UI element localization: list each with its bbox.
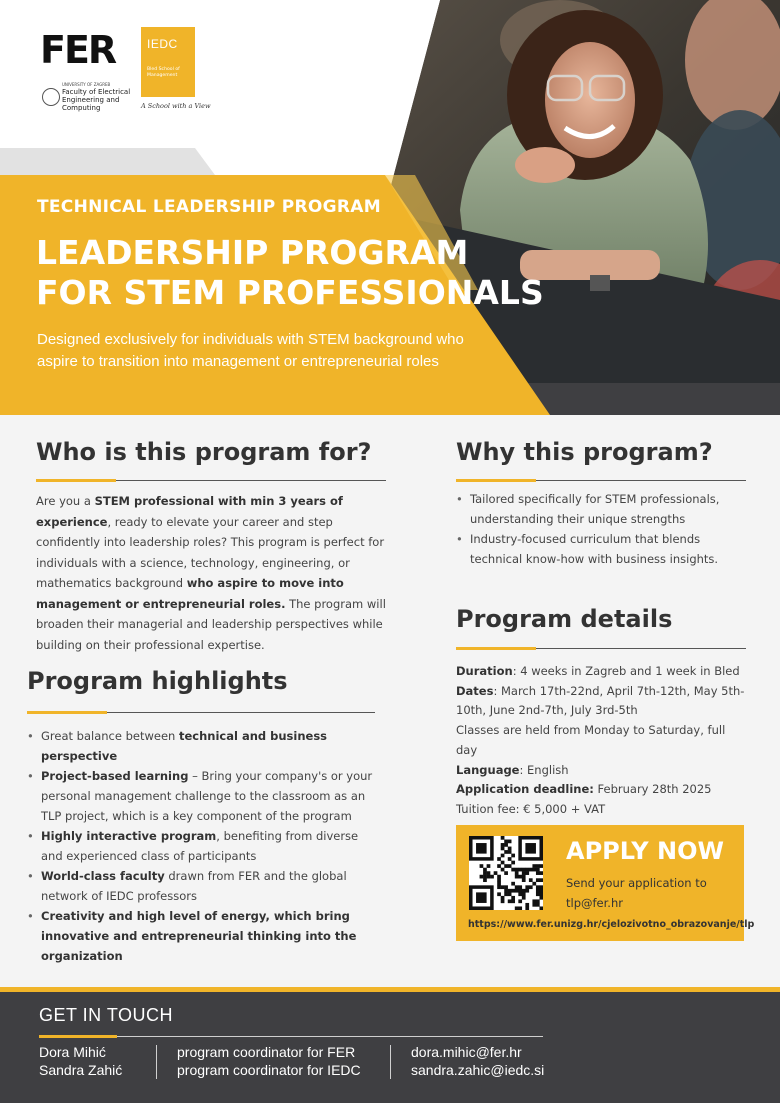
faculty-name: Faculty of Electrical Engineering and Computing [62,88,131,112]
contact-email-link[interactable]: dora.mihic@fer.hr [411,1044,522,1060]
left-column [36,437,386,655]
apply-url-link[interactable]: https://www.fer.unizg.hr/cjelozivotno_obrazovanje/tlp [468,919,755,930]
highlight-item [27,866,375,906]
highlight-bold: Creativity and high level of energy, which bring innovative and entrepreneurial thinking into the organization [41,909,357,963]
why-item: • Tailored specifically for STEM professionals, understanding their unique strengths [456,489,746,529]
highlight-item [27,906,375,966]
why-list [456,489,746,569]
details-fee: Tuition fee: € 5,000 + VAT [456,801,606,816]
details-divider [456,647,746,650]
why-divider [456,479,746,482]
highlight-rest: – Bring your company's or your personal management challenge to the classroom as an TLP project, which is a key component of the program [41,769,373,823]
who-title: Who is this program for? [36,438,372,466]
deadline-value: February 28th 2025 [593,782,712,797]
highlight-rest: , benefiting from diverse and experienced class of participants [41,829,359,863]
contact-role: program coordinator for IEDC [177,1062,361,1078]
apply-text: Send your application to tlp@fer.hr [566,876,707,910]
dates-label: Dates [456,683,494,698]
highlight-item [27,826,375,866]
qr-code-icon[interactable] [469,836,543,910]
deadline-label: Application deadline: [456,782,594,797]
fer-logo-mark: FER [40,28,116,72]
language-value: : English [519,762,569,777]
page-title-line-1: LEADERSHIP PROGRAM [36,233,469,272]
hero-section [0,0,780,415]
details-language [456,761,746,781]
why-title: Why this program? [456,438,713,466]
who-divider [36,479,386,482]
highlight-bold: Project-based learning [41,769,189,783]
who-text-3: The program will broaden their managerial and leadership perspectives while building on their professional expertise. [36,596,386,652]
contact-names [39,1043,122,1079]
apply-title: APPLY NOW [566,837,725,865]
contact-emails [411,1043,544,1079]
contact-name: Dora Mihić [39,1044,106,1060]
hero-intro: Designed exclusively for individuals with STEM background who aspire to transition into management or entrepreneurial roles [37,331,464,370]
university-name: UNIVERSITY OF ZAGREB [62,82,111,87]
footer-separator [390,1045,391,1079]
who-text-1: Are you a [36,494,95,508]
duration-value: : 4 weeks in Zagreb and 1 week in Bled [512,664,740,678]
highlight-bold: technical and business perspective [41,729,328,763]
dates-value: : March 17th-22nd, April 7th-12th, May 5th-10th, June 2nd-7th, July 3rd-5th [456,683,745,718]
details-dates [456,682,746,721]
details-classes: Classes are held from Monday to Saturday, full day [456,723,726,757]
right-column [456,437,746,820]
details-deadline [456,780,746,800]
who-bold-2: who aspire to move into management or entrepreneurial roles. [36,576,344,611]
footer [0,987,780,1103]
highlight-bold: World-class faculty [41,869,165,883]
program-kicker: TECHNICAL LEADERSHIP PROGRAM [37,197,381,217]
contact-role: program coordinator for FER [177,1044,356,1060]
highlight-item [27,766,375,826]
who-paragraph [36,491,386,655]
highlight-lead: Great balance between [41,729,179,743]
highlights-list [27,726,375,966]
highlight-bold: Highly interactive program [41,829,217,843]
contact-name: Sandra Zahić [39,1062,123,1078]
highlights-title: Program highlights [27,667,288,695]
iedc-logo-name: IEDC [147,37,178,51]
who-bold-1: STEM professional with min 3 years of experience [36,494,343,529]
page-title [36,233,544,313]
who-text-2: , ready to elevate your career and step confidently into leadership roles? This program is perfect for individuals with a science, technology, engineering, or mathematics background [36,514,385,590]
apply-box [456,825,755,941]
details-block [456,662,746,820]
iedc-logo-subtitle: Bled School of Management [147,67,180,78]
iedc-logo [141,27,195,97]
iedc-tagline: A School with a View [141,102,211,110]
highlight-item [27,726,375,766]
footer-separator [156,1045,157,1079]
highlights-divider [27,711,375,714]
university-seal-icon [42,88,60,106]
details-title: Program details [456,605,673,633]
footer-accent-line [0,987,780,992]
page-title-line-2: FOR STEM PROFESSIONALS [36,273,544,312]
highlight-rest: drawn from FER and the global network of IEDC professors [41,869,347,903]
language-label: Language [456,762,520,777]
duration-label: Duration [456,664,513,678]
highlights-section [27,666,375,966]
details-duration [456,662,746,682]
why-item: • Industry-focused curriculum that blends technical know-how with business insights. [456,529,746,569]
footer-title: GET IN TOUCH [39,1005,174,1025]
contact-roles [177,1043,361,1079]
footer-divider [39,1035,543,1038]
fer-logo [40,30,130,72]
contact-email-link[interactable]: sandra.zahic@iedc.si [411,1062,545,1078]
